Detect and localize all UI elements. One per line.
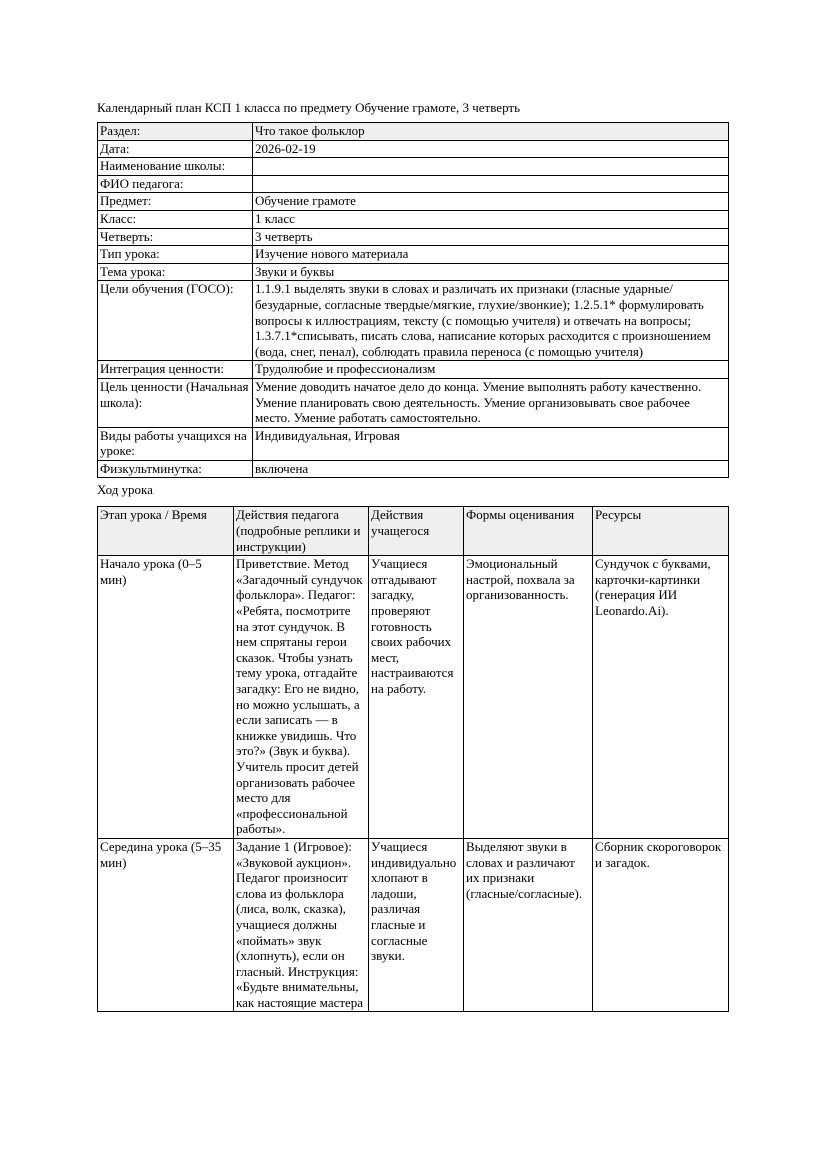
- cell-resources: Сборник скороговорок и загадок.: [593, 838, 729, 1012]
- info-value: 1 класс: [253, 210, 729, 228]
- document-title: Календарный план КСП 1 класса по предмету Обучение грамоте, 3 четверть: [97, 100, 521, 115]
- info-label: Тип урока:: [98, 246, 253, 264]
- info-value: включена: [253, 460, 729, 478]
- info-label: Четверть:: [98, 228, 253, 246]
- cell-resources: Сундучок с буквами, карточки-картинки (генерация ИИ Leonardo.Ai).: [593, 556, 729, 839]
- info-label: Класс:: [98, 210, 253, 228]
- info-label: Физкультминутка:: [98, 460, 253, 478]
- cell-teacher-actions: Задание 1 (Игровое): «Звуковой аукцион». Педагог произносит слова из фольклора (лиса, волк, сказка), учащиеся должны «поймать» звук (хлопнуть), если он гласный. Инструкция: «Будьте внимательны, как настоящие мастера: [234, 838, 369, 1012]
- flow-row-lesson-start: [98, 556, 729, 839]
- info-row-lesson-topic: [98, 263, 729, 281]
- cell-assessment: Эмоциональный настрой, похвала за организованность.: [464, 556, 593, 839]
- column-header-assessment: Формы оценивания: [464, 507, 593, 556]
- info-value: Звуки и буквы: [253, 263, 729, 281]
- info-value: 3 четверть: [253, 228, 729, 246]
- info-value: Индивидуальная, Игровая: [253, 427, 729, 460]
- info-value: Трудолюбие и профессионализм: [253, 361, 729, 379]
- info-row-values-goal: [98, 378, 729, 427]
- flow-table-header-row: [98, 507, 729, 556]
- info-label: ФИО педагога:: [98, 175, 253, 193]
- info-label: Виды работы учащихся на уроке:: [98, 427, 253, 460]
- cell-teacher-actions: Приветствие. Метод «Загадочный сундучок фольклора». Педагог: «Ребята, посмотрите на этот сундучок. В нем спрятаны герои сказок. Чтобы узнать тему урока, отгадайте загадку: Его не видно, но можно услышать, а если записать — в книжке увидишь. Что это?» (Звук и буква). Учитель просит детей организовать рабочее место для «профессиональной работы».: [234, 556, 369, 839]
- info-label: Цель ценности (Начальная школа):: [98, 378, 253, 427]
- cell-stage: Середина урока (5–35 мин): [98, 838, 234, 1012]
- info-value: Обучение грамоте: [253, 193, 729, 211]
- info-value: 2026-02-19: [253, 140, 729, 158]
- info-label: Дата:: [98, 140, 253, 158]
- info-row-quarter: [98, 228, 729, 246]
- flow-row-lesson-middle: [98, 838, 729, 1012]
- info-row-physical-minute: [98, 460, 729, 478]
- page-content: [97, 100, 728, 1012]
- column-header-teacher-actions: Действия педагога (подробные реплики и инструкции): [234, 507, 369, 556]
- info-value: [253, 158, 729, 176]
- info-row-lesson-type: [98, 246, 729, 264]
- cell-assessment: Выделяют звуки в словах и различают их признаки (гласные/согласные).: [464, 838, 593, 1012]
- info-row-values-integration: [98, 361, 729, 379]
- lesson-flow-table: [97, 506, 729, 1012]
- info-value: 1.1.9.1 выделять звуки в словах и различать их признаки (гласные ударные/безударные, согласные твердые/мягкие, глухие/звонкие); 1.2.5.1* формулировать вопросы к иллюстрациям, тексту (с помощью учителя) и отвечать на вопросы; 1.3.7.1*списывать, писать слова, написание которых расходится с произношением (вода, снег, пенал), соблюдать правила переноса (с помощью учителя): [253, 281, 729, 361]
- info-row-work-types: [98, 427, 729, 460]
- info-value: Умение доводить начатое дело до конца. Умение выполнять работу качественно. Умение планировать свою деятельность. Умение организовывать свое рабочее место. Умение работать самостоятельно.: [253, 378, 729, 427]
- info-row-section: [98, 123, 729, 141]
- cell-student-actions: Учащиеся индивидуально хлопают в ладоши, различая гласные и согласные звуки.: [369, 838, 464, 1012]
- info-row-learning-goals: [98, 281, 729, 361]
- info-row-school: [98, 158, 729, 176]
- info-label: Цели обучения (ГОСО):: [98, 281, 253, 361]
- info-label: Предмет:: [98, 193, 253, 211]
- lesson-info-table: [97, 122, 729, 478]
- info-row-subject: [98, 193, 729, 211]
- cell-student-actions: Учащиеся отгадывают загадку, проверяют готовность своих рабочих мест, настраиваются на работу.: [369, 556, 464, 839]
- info-value: Что такое фольклор: [253, 123, 729, 141]
- info-value: Изучение нового материала: [253, 246, 729, 264]
- lesson-flow-heading: Ход урока: [97, 482, 153, 498]
- column-header-resources: Ресурсы: [593, 507, 729, 556]
- column-header-student-actions: Действия учащегося: [369, 507, 464, 556]
- info-row-date: [98, 140, 729, 158]
- info-label: Наименование школы:: [98, 158, 253, 176]
- info-label: Раздел:: [98, 123, 253, 141]
- info-row-class: [98, 210, 729, 228]
- column-header-stage: Этап урока / Время: [98, 507, 234, 556]
- cell-stage: Начало урока (0–5 мин): [98, 556, 234, 839]
- info-label: Тема урока:: [98, 263, 253, 281]
- info-row-teacher-name: [98, 175, 729, 193]
- info-value: [253, 175, 729, 193]
- info-label: Интеграция ценности:: [98, 361, 253, 379]
